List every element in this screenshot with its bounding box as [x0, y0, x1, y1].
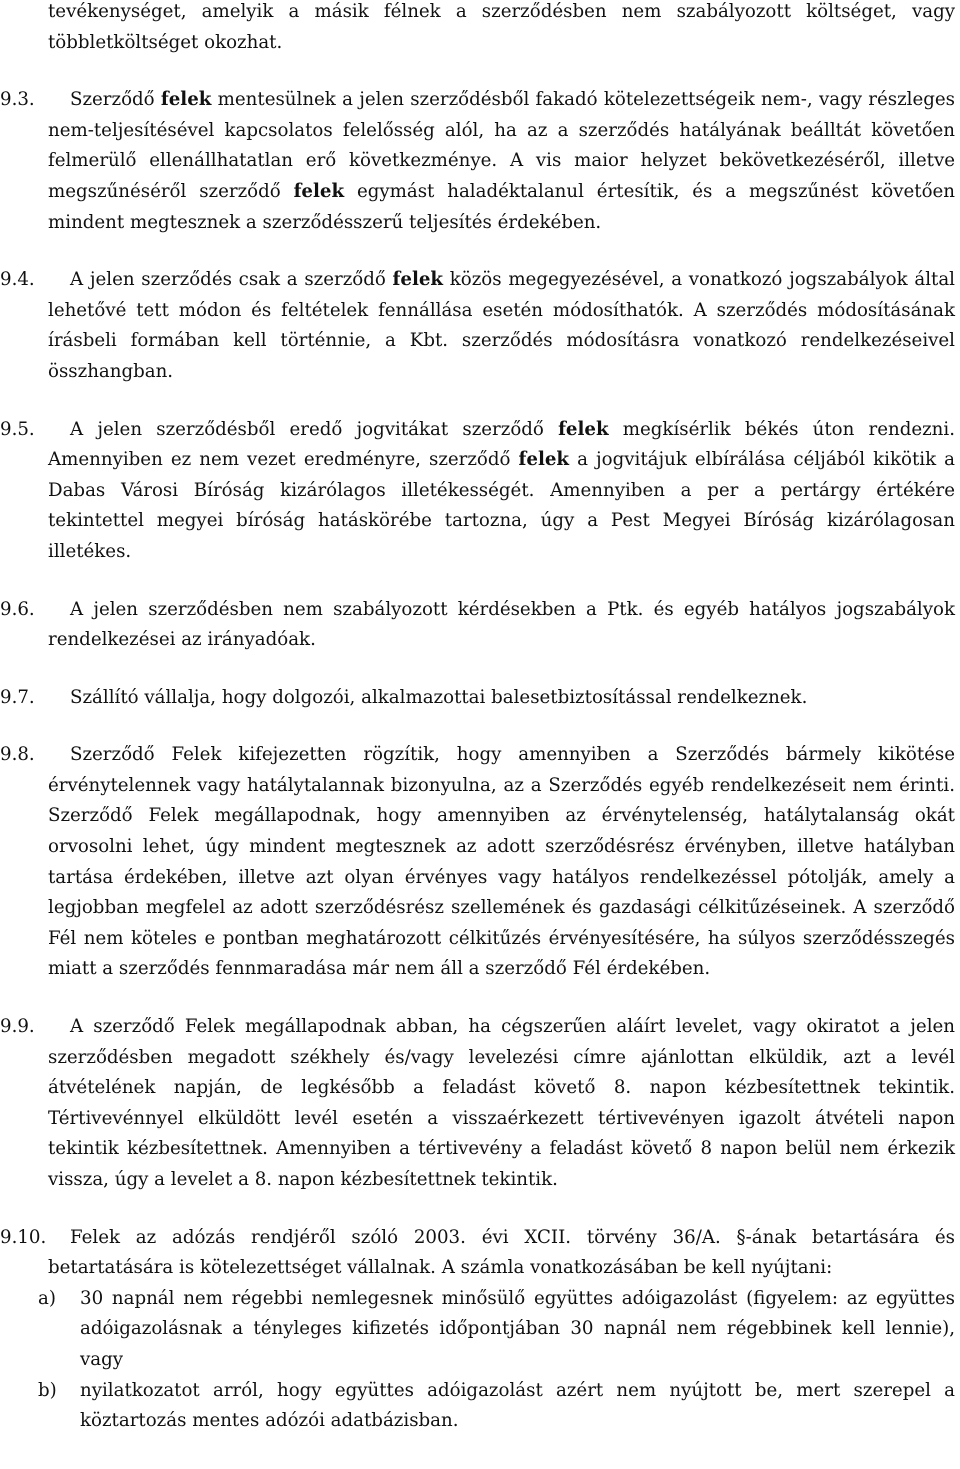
section-paragraph: [0, 683, 955, 714]
section-number: 9.10.: [0, 1226, 47, 1248]
bold-term: felek: [293, 180, 345, 202]
section-gap: [48, 568, 955, 595]
section-paragraph: [0, 85, 955, 238]
section-text: A jelen szerződés csak a szerződő: [70, 269, 393, 291]
list-item: [38, 1376, 955, 1437]
bold-term: felek: [160, 89, 212, 111]
section-text: Szállító vállalja, hogy dolgozói, alkalmazottai balesetbiztosítással rendelkeznek.: [70, 686, 808, 708]
section-text: A szerződő Felek megállapodnak abban, ha cégszerűen aláírt levelet, vagy okiratot a jelen szerződésben megadott székhely és/vagy levelezési címre ajánlottan elküldik, azt a levél átvételének napján, de legkésőbb a feladást követő 8. napon kézbesítettnek tekintik. Tértivevénnyel elküldött levél esetén a visszaérkezett tértivevényen igazolt átvételi napon tekintik kézbesítettnek. Amennyiben a tértivevény a feladást követő 8 napon belül nem érkezik vissza, úgy a levelet a 8. napon kézbesítettnek tekintik.: [48, 1016, 955, 1190]
section-gap: [48, 58, 955, 85]
list-container: [38, 1284, 955, 1437]
section-gap: [48, 713, 955, 740]
section-number: 9.8.: [0, 744, 35, 766]
section-text: egymást haladéktalanul értesítik, és a megszűnést követően mindent megtesznek a szerződésszerű teljesítés érdekében.: [48, 180, 955, 233]
section-paragraph: [0, 415, 955, 568]
bold-term: felek: [518, 449, 570, 471]
list-item-text: nyilatkozatot arról, hogy együttes adóigazolást azért nem nyújtott be, mert szerepel a köztartozás mentes adózói adatbázisban.: [80, 1379, 955, 1432]
section-gap: [48, 656, 955, 683]
section-text: A jelen szerződésben nem szabályozott kérdésekben a Ptk. és egyéb hatályos jogszabályok rendelkezései az irányadóak.: [48, 598, 955, 651]
section-text: közös megegyezésével, a vonatkozó jogszabályok által lehetővé tett módon és feltételek fennállása esetén módosíthatók. A szerződés módosításának írásbeli formában kell történnie, a Kbt. szerződés módosításra vonatkozó rendelkezéseivel összhangban.: [48, 269, 955, 382]
intro-paragraph: tevékenységet, amelyik a másik félnek a szerződésben nem szabályozott költséget, vagy többletköltséget okozhat.: [48, 1, 955, 53]
section-number: 9.6.: [0, 598, 35, 620]
section-gap: [48, 388, 955, 415]
section-text: Szerződő Felek kifejezetten rögzítik, hogy amennyiben a Szerződés bármely kikötése érvénytelennek vagy hatálytalannak bizonyulna, az a Szerződés egyéb rendelkezéseit nem érinti. Szerződő Felek megállapodnak, hogy amennyiben az érvénytelenség, hatálytalanság okát orvosolni lehet, úgy mindent megtesznek az adott szerződésrész érvényben, illetve hatályban tartása érdekében, illetve azt olyan érvényes vagy hatályos rendelkezéssel pótolják, amely a legjobban megfelel az adott szerződésrész szellemének és gazdasági célkitűzéseinek. A szerződő Fél nem köteles e pontban meghatározott célkitűzés érvényesítésére, ha súlyos szerződésszegés miatt a szerződés fennmaradása már nem áll a szerződő Fél érdekében.: [48, 744, 955, 980]
sections-container: [0, 58, 955, 1284]
section-paragraph: [0, 265, 955, 387]
list-item-text: 30 napnál nem régebbi nemlegesnek minősülő együttes adóigazolást (figyelem: az együttes adóigazolásnak a tényleges kifizetés időpontjában 30 napnál nem régebbinek kell lennie), vagy: [80, 1287, 955, 1370]
section-text: megkísérlik békés úton rendezni. Amennyiben ez nem vezet eredményre, szerződő: [48, 418, 955, 471]
list-item-label: b): [38, 1379, 57, 1401]
section-text: Szerződő: [70, 89, 161, 111]
section-paragraph: [0, 1223, 955, 1284]
section-number: 9.5.: [0, 418, 35, 440]
section-number: 9.3.: [0, 89, 35, 111]
section-gap: [48, 238, 955, 265]
section-gap: [48, 1196, 955, 1223]
section-text: A jelen szerződésből eredő jogvitákat szerződő: [70, 418, 559, 440]
section-text: mentesülnek a jelen szerződésből fakadó kötelezettségeik nem-, vagy részleges nem-teljesítésével kapcsolatos felelősség alól, ha az a szerződés hatályának beálltát követően felmerülő ellenállhatatlan erő következménye. A vis maior helyzet bekövetkezéséről, illetve megszűnéséről szerződő: [48, 89, 955, 202]
bold-term: felek: [558, 418, 609, 440]
bold-term: felek: [392, 269, 444, 291]
list-item-label: a): [38, 1287, 56, 1309]
section-number: 9.7.: [0, 686, 35, 708]
section-gap: [48, 985, 955, 1012]
section-text: a jogvitájuk elbírálása céljából kikötik a Dabas Városi Bíróság kizárólagos illetékességét. Amennyiben a per a pertárgy értékére tekintettel megyei bíróság hatáskörébe tartozna, úgy a Pest Megyei Bíróság kizárólagosan illetékes.: [48, 449, 955, 562]
section-paragraph: [0, 595, 955, 656]
section-paragraph: [0, 740, 955, 985]
section-number: 9.9.: [0, 1016, 35, 1038]
list-item: [38, 1284, 955, 1376]
section-text: Felek az adózás rendjéről szóló 2003. évi XCII. törvény 36/A. §-ának betartására és betartatására is kötelezettséget vállalnak. A számla vonatkozásában be kell nyújtani:: [48, 1226, 955, 1279]
section-number: 9.4.: [0, 269, 35, 291]
section-paragraph: [0, 1012, 955, 1196]
